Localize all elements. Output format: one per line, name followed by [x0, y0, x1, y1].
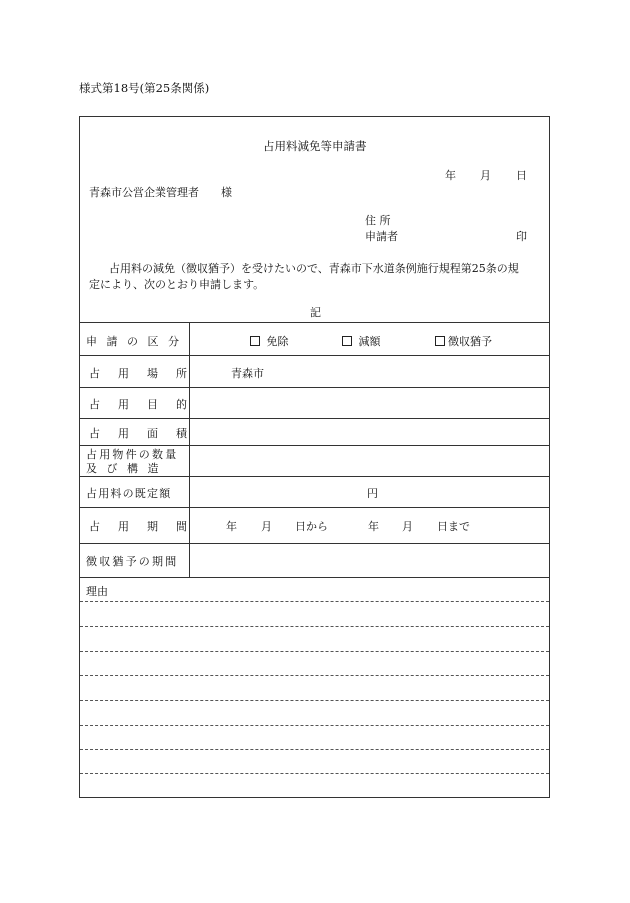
period-from-day: 日から — [295, 520, 328, 533]
objects-label-line1: 占用物件の数量 — [86, 448, 179, 461]
divider — [80, 476, 549, 477]
form-number: 様式第18号(第25条関係) — [79, 81, 210, 95]
divider — [80, 543, 549, 544]
area-label: 占用面積 — [89, 427, 205, 440]
dashed-line — [80, 651, 549, 652]
fee-label: 占用料の既定額 — [86, 487, 172, 500]
objects-label-line2: 及び構造 — [86, 462, 168, 475]
period-label: 占用期間 — [89, 520, 205, 533]
divider — [80, 577, 549, 578]
intro-line-2: 定により、次のとおり申請します。 — [89, 278, 265, 291]
divider — [80, 418, 549, 419]
date-day: 日 — [516, 169, 527, 182]
divider — [80, 387, 549, 388]
application-form — [79, 116, 550, 798]
location-label: 占用場所 — [89, 367, 205, 380]
dashed-line — [80, 749, 549, 750]
period-from-year: 年 — [226, 520, 237, 533]
dashed-line — [80, 626, 549, 627]
column-divider — [189, 323, 190, 578]
dashed-line — [80, 601, 549, 602]
seal-mark: 印 — [516, 230, 527, 243]
option-deferral[interactable]: 徴収猶予 — [435, 333, 492, 349]
location-value: 青森市 — [231, 367, 264, 380]
form-title: 占用料減免等申請書 — [263, 139, 367, 153]
category-label: 申請の区分 — [86, 335, 189, 348]
dashed-line — [80, 700, 549, 701]
address-label: 住 所 — [365, 214, 391, 227]
date-year: 年 — [445, 169, 456, 182]
period-to-year: 年 — [368, 520, 379, 533]
dashed-line — [80, 725, 549, 726]
dashed-line — [80, 675, 549, 676]
applicant-label: 申請者 — [365, 230, 398, 243]
option-exemption[interactable]: 免除 — [250, 333, 289, 349]
fee-unit: 円 — [367, 487, 378, 500]
divider — [80, 355, 549, 356]
divider — [80, 322, 549, 323]
checkbox-icon[interactable] — [435, 336, 445, 346]
divider — [80, 507, 549, 508]
date-month: 月 — [480, 169, 491, 182]
period-from-month: 月 — [261, 520, 272, 533]
reason-label: 理由 — [86, 585, 108, 598]
period-to-month: 月 — [402, 520, 413, 533]
period-to-day: 日まで — [437, 520, 470, 533]
deferral-label: 徴収猶予の期間 — [86, 555, 179, 568]
addressee: 青森市公営企業管理者 様 — [89, 186, 232, 199]
dashed-line — [80, 773, 549, 774]
checkbox-icon[interactable] — [250, 336, 260, 346]
option-reduction[interactable]: 減額 — [342, 333, 381, 349]
checkbox-icon[interactable] — [342, 336, 352, 346]
purpose-label: 占用目的 — [89, 398, 205, 411]
ki-mark: 記 — [310, 306, 321, 319]
intro-line-1: 占用料の減免（徴収猶予）を受けたいので、青森市下水道条例施行規程第25条の規 — [109, 262, 519, 275]
